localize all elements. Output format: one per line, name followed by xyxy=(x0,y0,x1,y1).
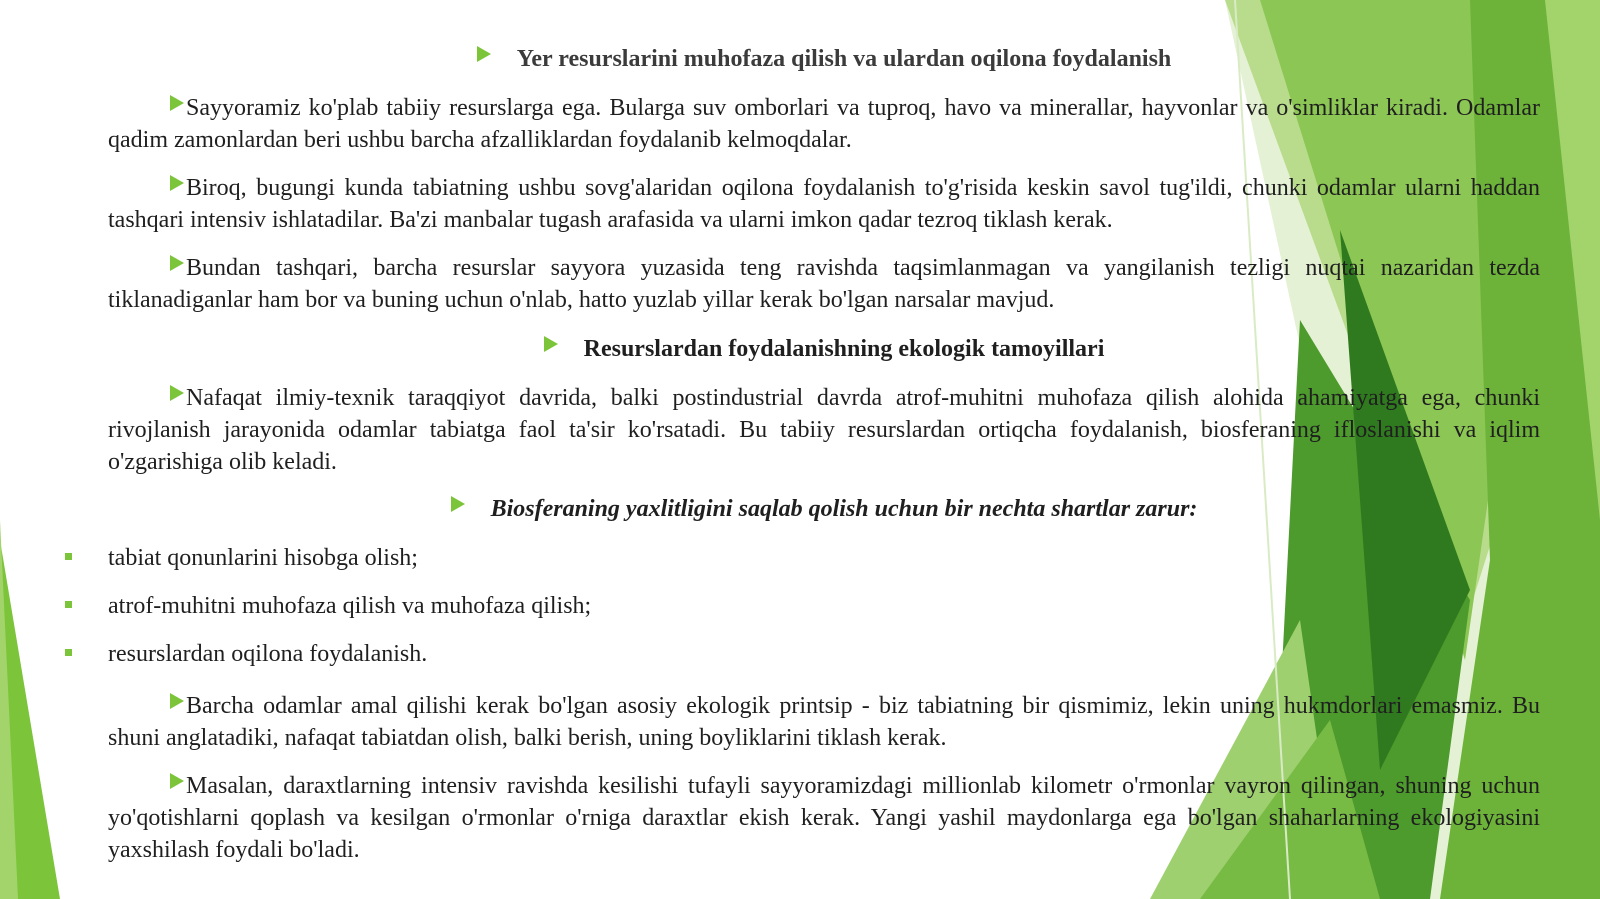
paragraph-resources-overuse xyxy=(108,172,1540,236)
paragraph-text: Bundan tashqari, barcha resurslar sayyora yuzasida teng ravishda taqsimlanmagan va yangilanish tezligi nuqtai nazaridan tezda tiklanadiganlar ham bor va buning uchun o'nlab, hatto yuzlab yillar kerak bo'lgan narsalar mavjud. xyxy=(108,255,1540,313)
triangle-bullet-icon xyxy=(170,773,184,789)
paragraph-text: Nafaqat ilmiy-texnik taraqqiyot davrida, balki postindustrial davrda atrof-muhitni muhofaza qilish alohida ahamiyatga ega, chunki rivojlanish jarayonida odamlar tabiatga faol ta'sir ko'rsatadi. Bu tabiiy resurslardan ortiqcha foydalanish, biosferaning ifloslanishi va iqlim o'zgarishiga olib keladi. xyxy=(108,385,1540,475)
list-item-text: atrof-muhitni muhofaza qilish va muhofaza qilish; xyxy=(108,593,592,619)
paragraph-text: Sayyoramiz ko'plab tabiiy resurslarga ega. Bularga suv omborlari va tuproq, havo va minerallar, hayvonlar va o'simliklar kiradi. Odamlar qadim zamonlardan beri ushbu barcha afzalliklardan foydalanib kelmoqdalar. xyxy=(108,95,1540,153)
triangle-bullet-icon xyxy=(170,385,184,401)
triangle-bullet-icon xyxy=(170,95,184,111)
square-bullet-icon xyxy=(65,649,72,656)
heading-text: Resurslardan foydalanishning ekologik tamoyillari xyxy=(583,336,1105,362)
paragraph-resources-distribution xyxy=(108,252,1540,316)
paragraph-forest-restoration xyxy=(108,770,1540,866)
paragraph-text: Barcha odamlar amal qilishi kerak bo'lgan asosiy ekologik printsip - biz tabiatning bir qismimiz, lekin uning hukmdorlari emasmiz. Bu shuni anglatadiki, nafaqat tabiatdan olish, balki berish, uning boyliklarini tiklash kerak. xyxy=(108,693,1540,751)
triangle-bullet-icon xyxy=(170,693,184,709)
heading-ecological-principles xyxy=(108,334,1540,364)
list-item xyxy=(108,639,1008,669)
heading-text: Yer resurslarini muhofaza qilish va ulardan oqilona foydalanish xyxy=(516,46,1172,72)
triangle-bullet-icon xyxy=(170,175,184,191)
heading-biosphere-conditions xyxy=(108,494,1540,524)
list-item-text: tabiat qonunlarini hisobga olish; xyxy=(108,545,418,571)
list-item xyxy=(108,591,1008,621)
triangle-bullet-icon xyxy=(544,336,558,352)
square-bullet-icon xyxy=(65,553,72,560)
paragraph-text: Masalan, daraxtlarning intensiv ravishda kesilishi tufayli sayyoramizdagi millionlab kilometr o'rmonlar vayron qilingan, shuning uchun yo'qotishlarni qoplash va kesilgan o'rmonlar o'rniga daraxtlar ekish kerak. Yangi yashil maydonlarga ega bo'lgan shaharlarning ekologiyasini yaxshilash foydali bo'ladi. xyxy=(108,773,1540,863)
paragraph-ecological-principle xyxy=(108,690,1540,754)
square-bullet-icon xyxy=(65,601,72,608)
list-item xyxy=(108,543,1008,573)
list-item-text: resurslardan oqilona foydalanish. xyxy=(108,641,428,667)
paragraph-environment-protection xyxy=(108,382,1540,478)
heading-land-resources xyxy=(108,44,1540,74)
paragraph-resources-intro xyxy=(108,92,1540,156)
triangle-bullet-icon xyxy=(170,255,184,271)
triangle-bullet-icon xyxy=(477,46,491,62)
heading-text: Biosferaning yaxlitligini saqlab qolish uchun bir nechta shartlar zarur: xyxy=(490,496,1198,522)
paragraph-text: Biroq, bugungi kunda tabiatning ushbu sovg'alaridan oqilona foydalanish to'g'risida keskin savol tug'ildi, chunki odamlar ularni haddan tashqari intensiv ishlatadilar. Ba'zi manbalar tugash arafasida va ularni imkon qadar tezroq tiklash kerak. xyxy=(108,175,1540,233)
triangle-bullet-icon xyxy=(451,496,465,512)
